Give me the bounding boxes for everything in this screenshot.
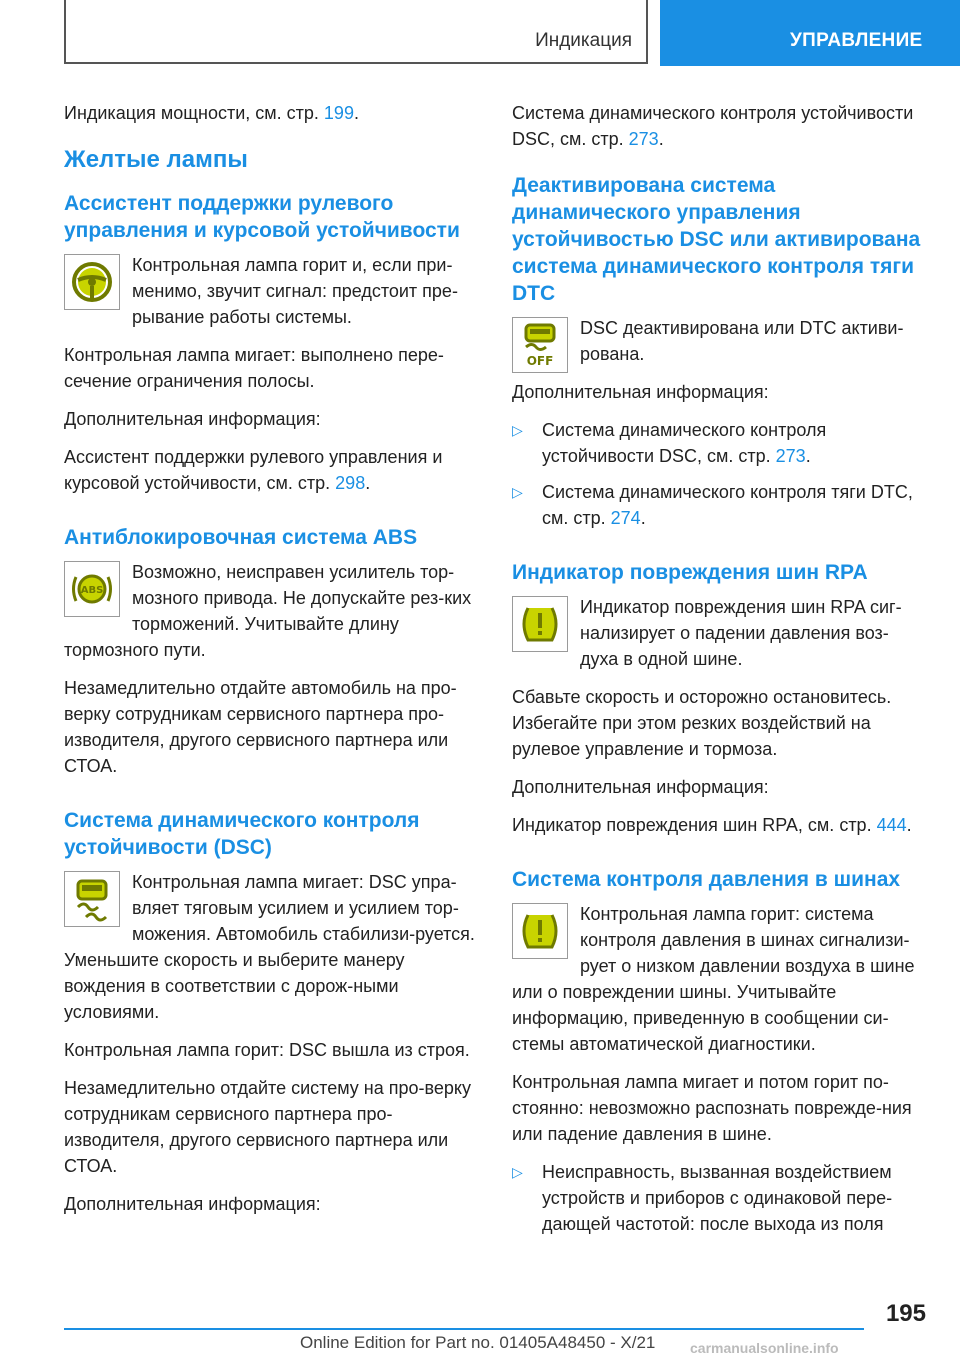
abs-icon xyxy=(64,561,120,617)
tpms-block xyxy=(512,901,924,1069)
assist-text-3: Дополнительная информация: xyxy=(64,409,321,429)
page-link[interactable]: 298 xyxy=(335,473,366,493)
tpms-list xyxy=(512,1159,924,1237)
dsc-off-text-2: Дополнительная информация: xyxy=(512,382,769,402)
triangle-bullet-icon: ▷ xyxy=(512,422,523,438)
assist-text-4: Ассистент поддержки рулевого управления и курсовой устойчивости, см. стр. 298. xyxy=(64,447,443,493)
dsc-ref: Система динамического контроля устойчивости DSC, см. стр. 273. xyxy=(512,103,914,149)
list-item: ▷ Система динамического контроля тяги DTC, см. стр. 274. xyxy=(512,479,924,531)
abs-text-1: Возможно, неисправен усилитель тор-мозного привода. Не допускайте рез-ких торможений. Учитывайте длину тормозного пути. xyxy=(64,562,472,660)
right-column xyxy=(512,100,924,1247)
tpms-text-1: Контрольная лампа горит: система контроля давления в шинах сигнализи-рует о низком давлении воздуха в шине или о повреждении шины. Учитывайте информацию, приведенную в сообщении си-стемы автоматической диагностики. xyxy=(512,904,915,1054)
dsc-text-4: Дополнительная информация: xyxy=(64,1194,321,1214)
abs-heading: Антиблокировочная система ABS xyxy=(64,526,418,549)
abs-block xyxy=(64,559,476,675)
assist-block xyxy=(64,252,476,342)
left-column xyxy=(64,100,476,1229)
header-section-box xyxy=(64,0,648,64)
dsc-off-text-1: DSC деактивирована или DTC активи-рована. xyxy=(580,318,904,364)
rpa-text-2: Сбавьте скорость и осторожно остановитесь. Избегайте при этом резких воздействий на рулевое управление и тормоза. xyxy=(512,687,892,759)
page-link[interactable]: 273 xyxy=(628,129,659,149)
rpa-block xyxy=(512,594,924,684)
abs-text-2: Незамедлительно отдайте автомобиль на про-верку сотрудникам сервисного партнера про-изводителя, другого сервисного партнера или СТОА. xyxy=(64,678,457,776)
rpa-text-1: Индикатор повреждения шин RPA сиг-нализирует о падении давления воз-духа в одной шине. xyxy=(580,597,902,669)
page-link[interactable]: 199 xyxy=(323,103,354,123)
page-link[interactable]: 273 xyxy=(775,446,806,466)
header-chapter-tab xyxy=(660,0,960,66)
dsc-off-block xyxy=(512,315,924,417)
page-header xyxy=(0,0,960,66)
rpa-text-4: Индикатор повреждения шин RPA, см. стр. 444. xyxy=(512,815,912,835)
rpa-heading: Индикатор повреждения шин RPA xyxy=(512,561,868,584)
svg-text:ABS: ABS xyxy=(80,585,104,596)
dsc-off-list xyxy=(512,417,924,531)
page-number: 195 xyxy=(885,1300,926,1327)
assist-text-2: Контрольная лампа мигает: выполнено пере-сечение ограничения полосы. xyxy=(64,345,444,391)
assist-text-1: Контрольная лампа горит и, если при-менимо, звучит сигнал: предстоит пре-рывание работы системы. xyxy=(132,255,458,327)
dsc-icon xyxy=(64,871,120,927)
triangle-bullet-icon: ▷ xyxy=(512,484,523,500)
dsc-heading: Система динамического контроля устойчивости (DSC) xyxy=(64,809,420,859)
dsc-off-heading: Деактивирована система динамического управления устойчивостью DSC или активирована система динамического контроля тяги DTC xyxy=(512,174,921,305)
power-indication-ref: Индикация мощности, см. стр. 199. xyxy=(64,103,359,123)
rpa-text-3: Дополнительная информация: xyxy=(512,777,769,797)
footer-edition: Online Edition for Part no. 01405A48450 - X/21 xyxy=(300,1333,656,1352)
tire-warning-icon xyxy=(512,596,568,652)
tpms-text-2: Контрольная лампа мигает и потом горит по-стоянно: невозможно распознать поврежде-ния или падение давления в шине. xyxy=(512,1072,912,1144)
tpms-heading: Система контроля давления в шинах xyxy=(512,868,901,891)
page-link[interactable]: 444 xyxy=(876,815,907,835)
svg-text:OFF: OFF xyxy=(526,354,554,368)
triangle-bullet-icon: ▷ xyxy=(512,1164,523,1180)
dsc-text-3: Незамедлительно отдайте систему на про-верку сотрудникам сервисного партнера про-изводителя, другого сервисного партнера или СТОА. xyxy=(64,1078,471,1176)
list-item: ▷ Неисправность, вызванная воздействием устройств и приборов с одинаковой пере-дающей частотой: после выхода из поля xyxy=(512,1159,924,1237)
header-chapter-title: УПРАВЛЕНИЕ xyxy=(790,30,923,51)
dsc-block xyxy=(64,869,476,1037)
dsc-text-1: Контрольная лампа мигает: DSC упра-вляет тяговым усилием и усилием тор-можения. Автомобиль стабилизи-руется. Уменьшите скорость и выберите манеру вождения в соответствии с дорож-ными условиями. xyxy=(64,872,475,1022)
footer-divider xyxy=(64,1328,864,1330)
yellow-lamps-heading: Желтые лампы xyxy=(64,146,248,173)
tire-pressure-icon xyxy=(512,903,568,959)
list-item: ▷ Система динамического контроля устойчивости DSC, см. стр. 273. xyxy=(512,417,924,469)
page-link[interactable]: 274 xyxy=(610,508,641,528)
dsc-text-2: Контрольная лампа горит: DSC вышла из строя. xyxy=(64,1040,470,1060)
steering-wheel-icon xyxy=(64,254,120,310)
header-section-title: Индикация xyxy=(535,30,632,51)
assist-heading: Ассистент поддержки рулевого управления и курсовой устойчивости xyxy=(64,192,460,242)
dsc-off-icon xyxy=(512,317,568,373)
watermark: carmanualsonline.info xyxy=(690,1340,839,1356)
